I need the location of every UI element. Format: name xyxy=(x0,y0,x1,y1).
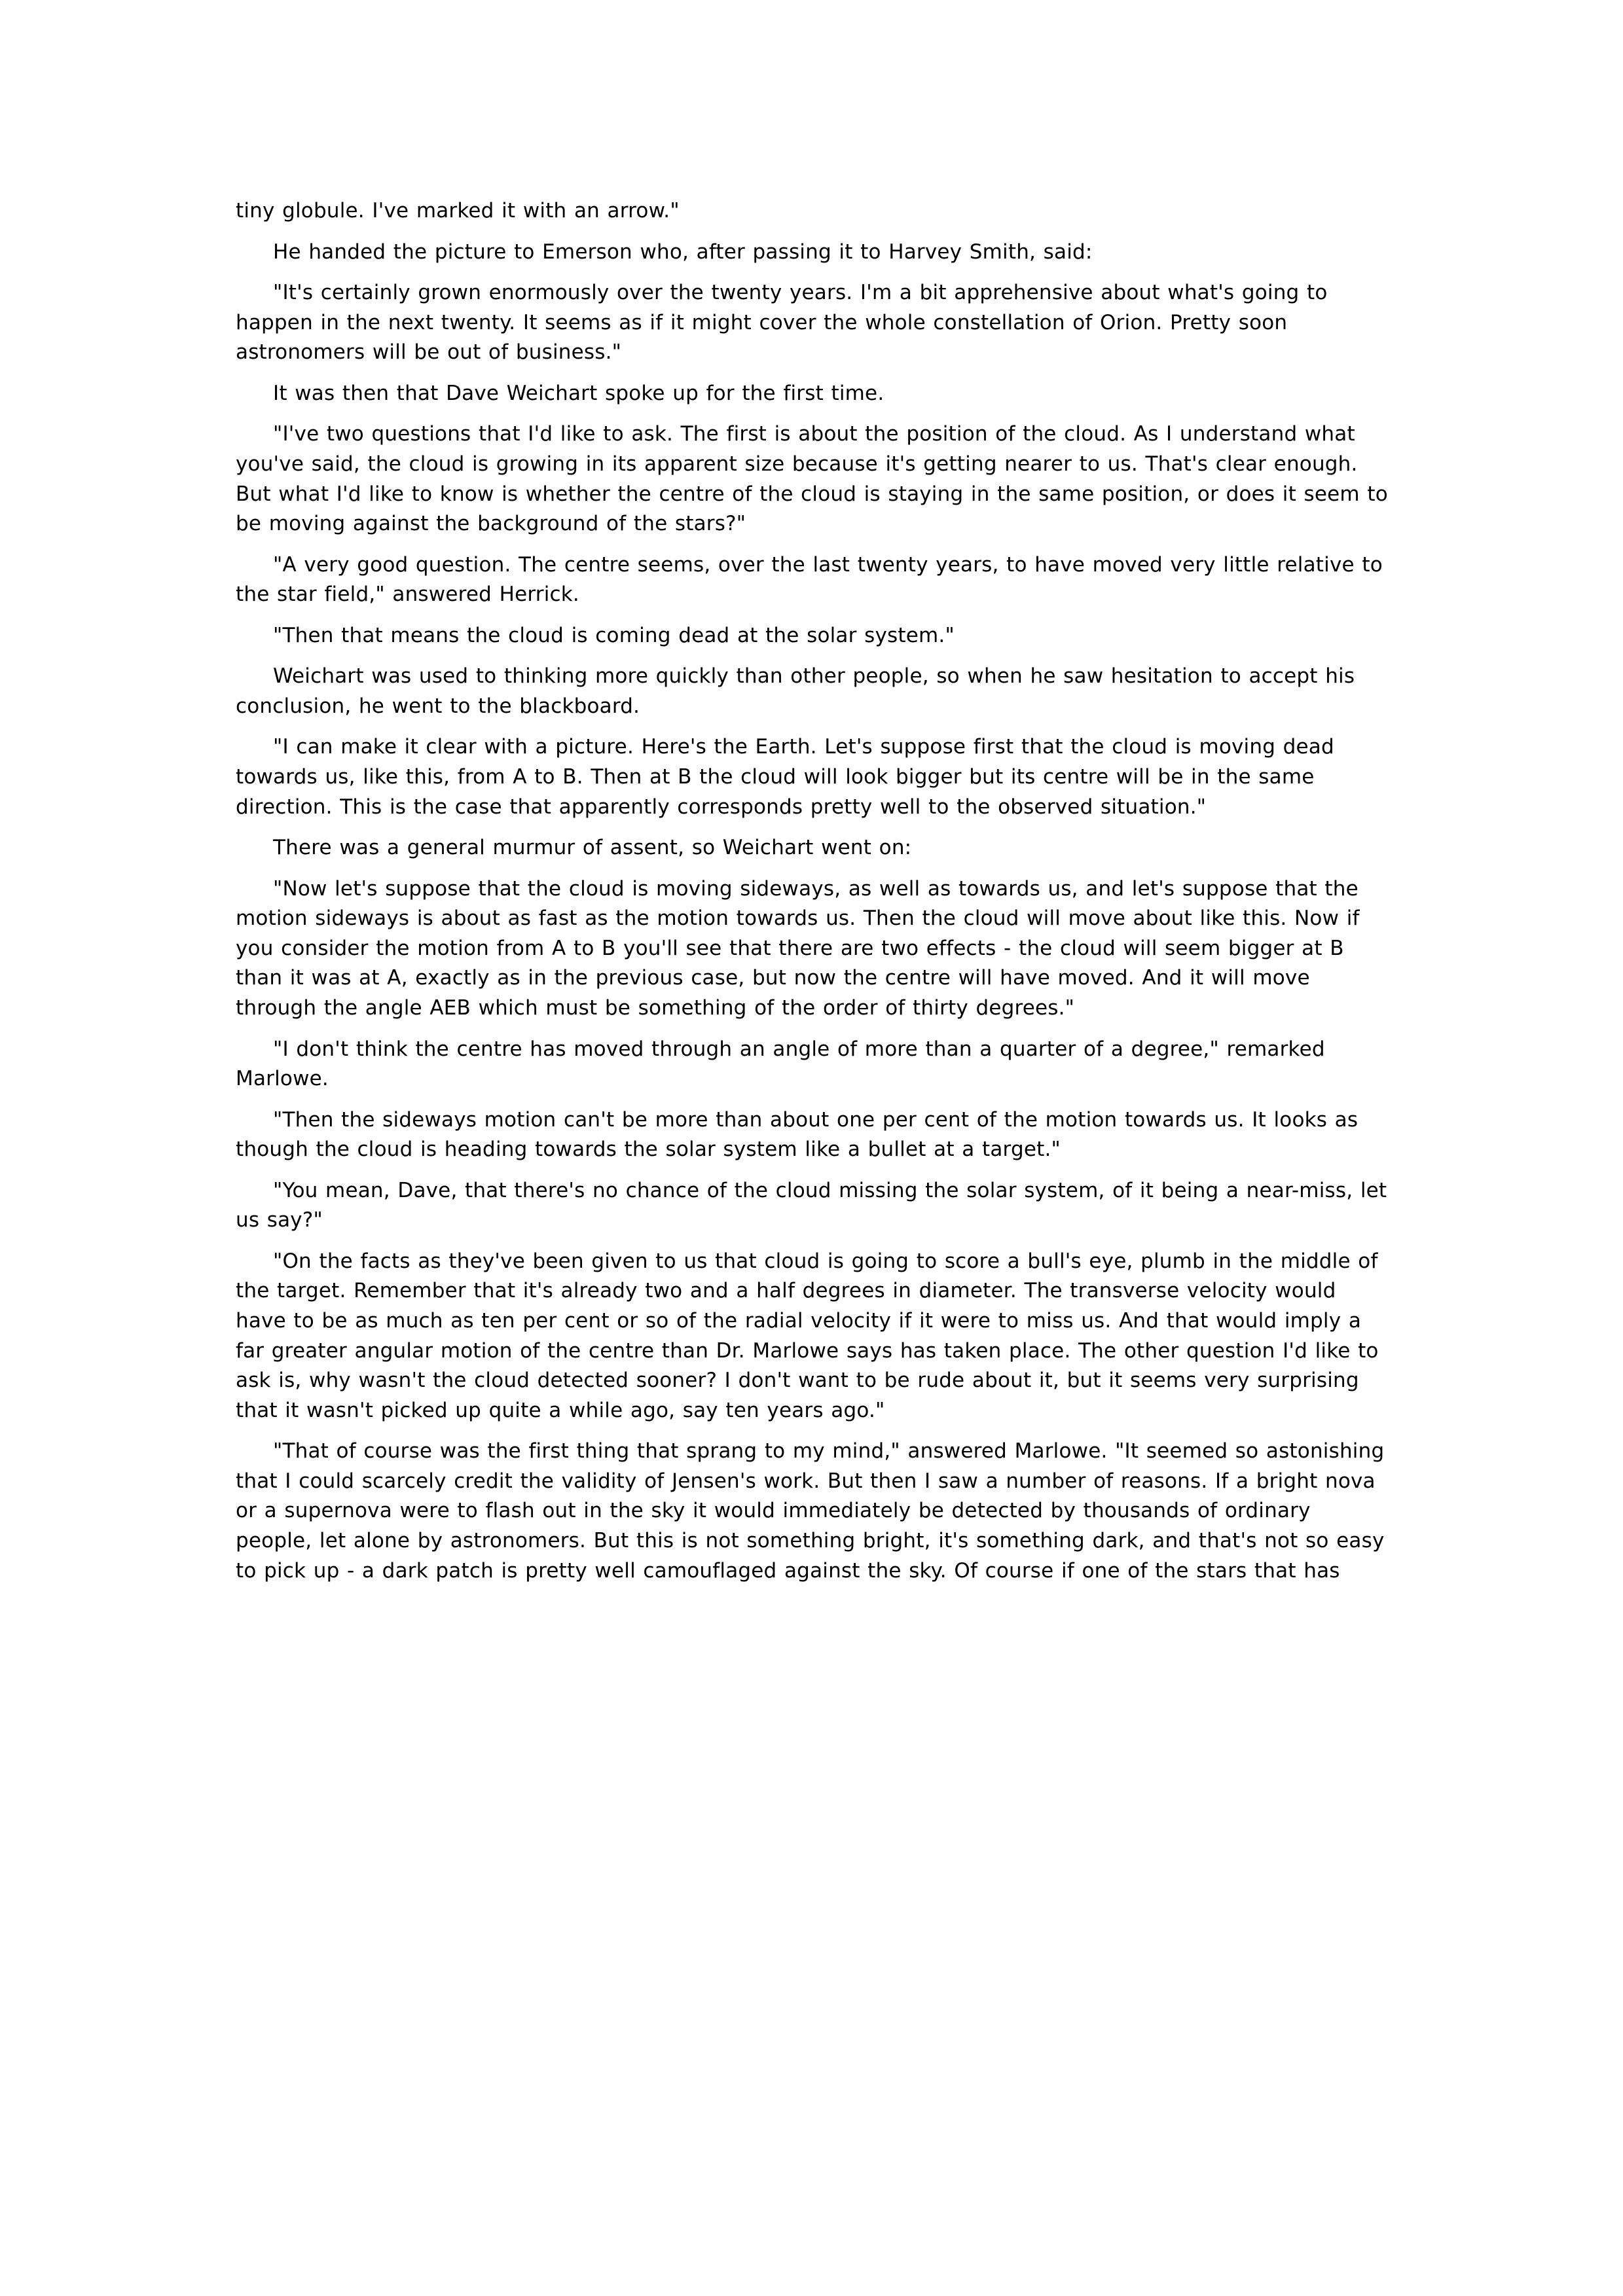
paragraph: There was a general murmur of assent, so Weichart went on: xyxy=(273,836,912,860)
paragraph: "I've two questions that I'd like to ask. The first is about the position of the cloud. As I understand what you've said, the cloud is growing in its apparent size because it's getting nearer to us. That's clear enough. But what I'd like to know is whether the centre of the cloud is staying in the same position, or does it seem to be moving against the background of the stars?" xyxy=(236,422,1388,536)
paragraph: "A very good question. The centre seems, over the last twenty years, to have moved very little relative to the star field," answered Herrick. xyxy=(236,552,1383,607)
paragraph: "Now let's suppose that the cloud is moving sideways, as well as towards us, and let's suppose that the motion sideways is about as fast as the motion towards us. Then the cloud will move about like this. Now if you consider the motion from A to B you'll see that there are two effects - the cloud will seem bigger at B than it was at A, exactly as in the previous case, but now the centre will have moved. And it will move through the angle AEB which must be something of the order of thirty degrees." xyxy=(236,876,1360,1020)
paragraph: He handed the picture to Emerson who, after passing it to Harvey Smith, said: xyxy=(273,240,1093,264)
paragraph: "You mean, Dave, that there's no chance of the cloud missing the solar system, of it being a near-miss, let us say?" xyxy=(236,1178,1387,1232)
paragraph: "Then the sideways motion can't be more than about one per cent of the motion towards us. It looks as though the cloud is heading towards the solar system like a bullet at a target." xyxy=(236,1107,1359,1162)
document-text-body xyxy=(236,196,1388,1586)
paragraph: "It's certainly grown enormously over the twenty years. I'm a bit apprehensive about what's going to happen in the next twenty. It seems as if it might cover the whole constellation of Orion. Pretty soon astronomers will be out of business." xyxy=(236,281,1328,365)
paragraph: "I can make it clear with a picture. Here's the Earth. Let's suppose first that the cloud is moving dead towards us, like this, from A to B. Then at B the cloud will look bigger but its centre will be in the same direction. This is the case that apparently corresponds pretty well to the observed situation." xyxy=(236,735,1334,819)
paragraph: Weichart was used to thinking more quickly than other people, so when he saw hesitation to accept his conclusion, he went to the blackboard. xyxy=(236,664,1355,718)
paragraph: "That of course was the first thing that sprang to my mind," answered Marlowe. "It seemed so astonishing that I could scarcely credit the validity of Jensen's work. But then I saw a number of reasons. If a bright nova or a supernova were to flash out in the sky it would immediately be detected by thousands of ordinary people, let alone by astronomers. But this is not something bright, it's something dark, and that's not so easy to pick up - a dark patch is pretty well camouflaged against the sky. Of course if one of the stars that has xyxy=(236,1439,1385,1583)
paragraph: "I don't think the centre has moved through an angle of more than a quarter of a degree," remarked Marlowe. xyxy=(236,1037,1325,1091)
paragraph: "Then that means the cloud is coming dead at the solar system." xyxy=(273,623,955,647)
paragraph: "On the facts as they've been given to us that cloud is going to score a bull's eye, plumb in the middle of the target. Remember that it's already two and a half degrees in diameter. The transverse velocity would have to be as much as ten per cent or so of the radial velocity if it were to miss us. And that would imply a far greater angular motion of the centre than Dr. Marlowe says has taken place. The other question I'd like to ask is, why wasn't the cloud detected sooner? I don't want to be rude about it, but it seems very surprising that it wasn't picked up quite a while ago, say ten years ago." xyxy=(236,1249,1379,1422)
paragraph: It was then that Dave Weichart spoke up for the first time. xyxy=(273,381,884,405)
paragraph: tiny globule. I've marked it with an arrow." xyxy=(236,199,680,223)
